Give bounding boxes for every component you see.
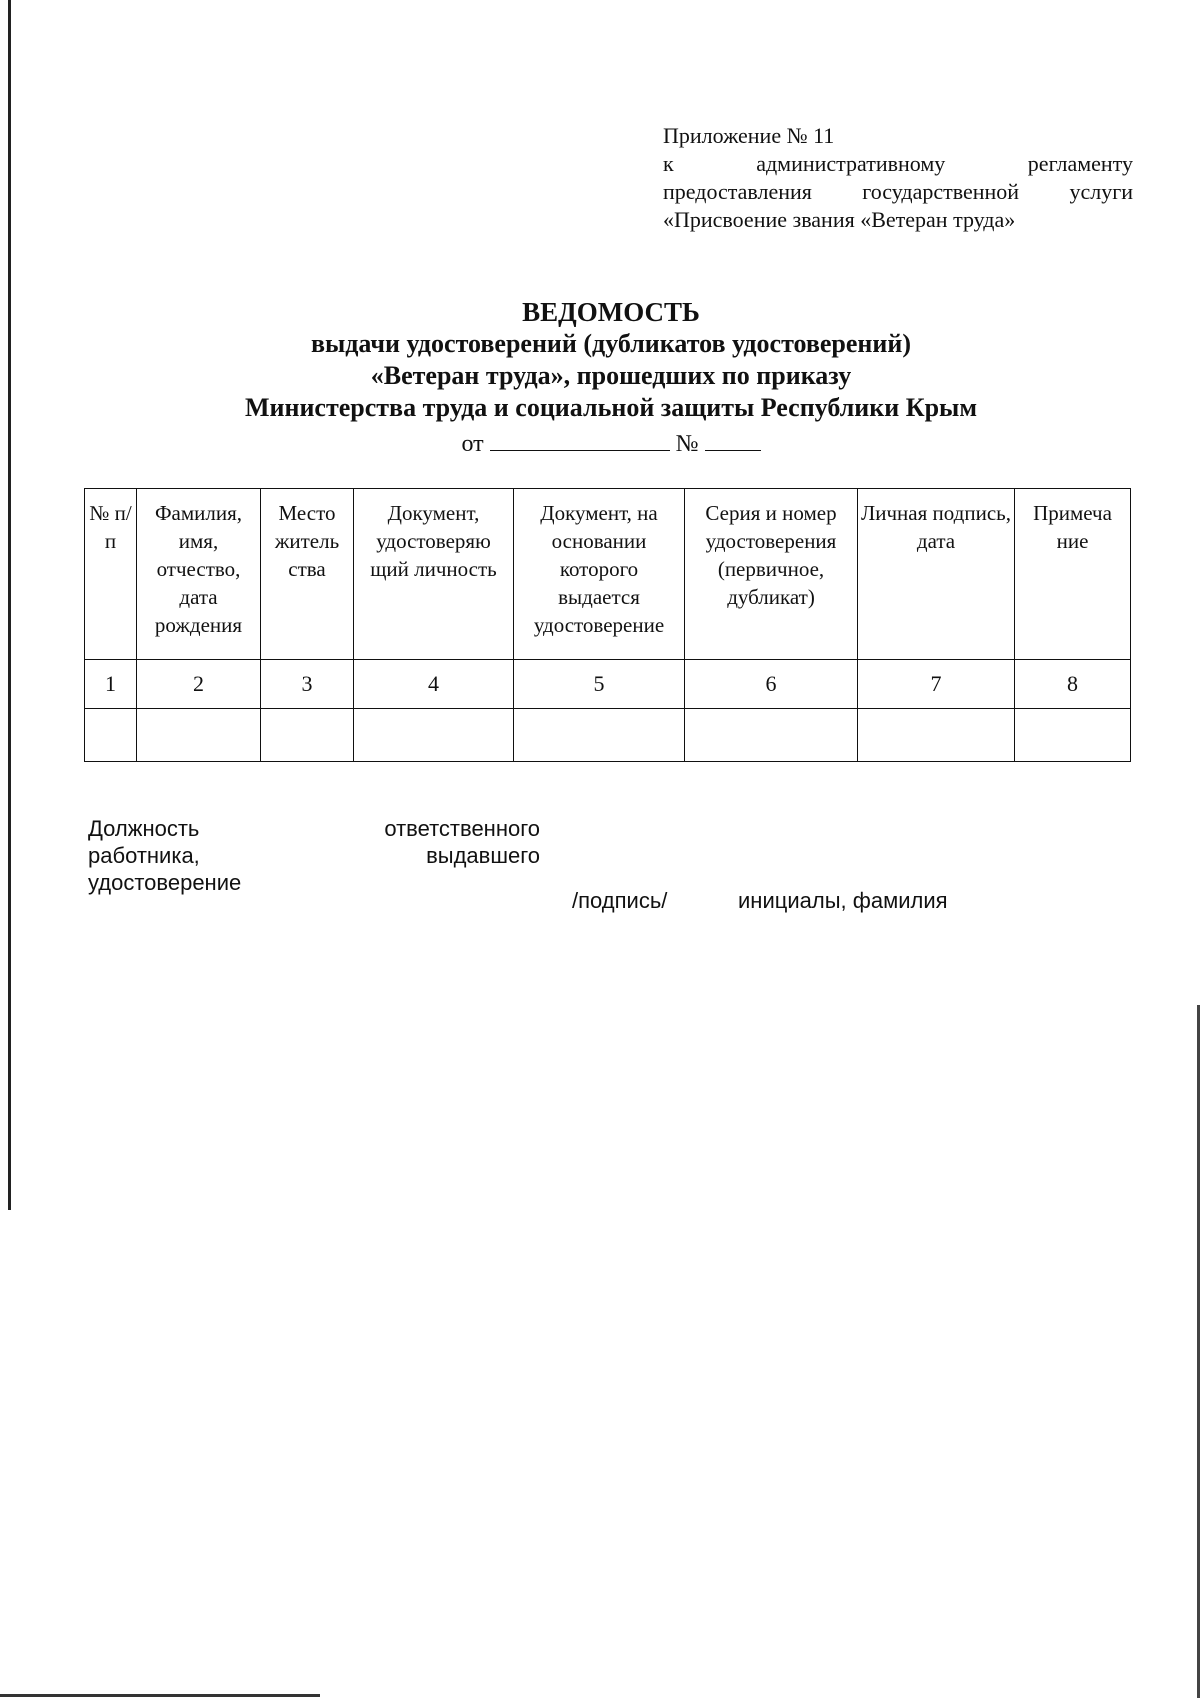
appendix-line-2: к административному регламенту	[663, 151, 1133, 176]
table-header-cell: № п/п	[85, 489, 137, 660]
appendix-line-1: Приложение № 11	[663, 123, 835, 148]
table-number-cell: 1	[85, 660, 137, 709]
scan-edge-bottom	[0, 1694, 320, 1697]
order-from-label: от	[461, 431, 484, 457]
table-header-cell: Личная подпись, дата	[858, 489, 1015, 660]
register-table	[84, 488, 1131, 762]
table-number-cell: 7	[858, 660, 1015, 709]
table-header-cell: Серия и номер удостоверения (первичное, дубликат)	[685, 489, 858, 660]
table-empty-cell	[685, 709, 858, 762]
table-empty-row	[85, 709, 1131, 762]
position-line-1: Должность ответственного	[88, 816, 540, 841]
table-header-cell: Место житель ства	[261, 489, 354, 660]
order-date-blank	[490, 428, 670, 451]
order-number-label: №	[675, 431, 699, 457]
position-line-3: удостоверение	[88, 870, 242, 895]
table-number-cell: 2	[137, 660, 261, 709]
table-empty-cell	[137, 709, 261, 762]
title-line-3: «Ветеран труда», прошедших по приказу	[370, 361, 852, 390]
table-number-row	[85, 660, 1131, 709]
order-number-blank	[705, 428, 761, 451]
table-empty-cell	[354, 709, 514, 762]
signature-block	[88, 815, 988, 915]
table-header-cell: Фамилия, имя, отчество, дата рождения	[137, 489, 261, 660]
appendix-line-3: предоставления государственной услуги	[663, 179, 1133, 204]
table-header-cell: Документ, удостоверяю щий личность	[354, 489, 514, 660]
table-header-cell: Документ, на основании которого выдается удостоверение	[514, 489, 685, 660]
signature-label: /подпись/	[572, 888, 668, 913]
table-empty-cell	[514, 709, 685, 762]
table-header-row	[85, 489, 1131, 660]
table-empty-cell	[1015, 709, 1131, 762]
table-number-cell: 3	[261, 660, 354, 709]
title-line-2: выдачи удостоверений (дубликатов удостоверений)	[310, 329, 912, 358]
position-line-2: работника, выдавшего	[88, 843, 540, 868]
title-line-4: Министерства труда и социальной защиты Республики Крым	[244, 393, 978, 422]
order-line	[0, 428, 1200, 458]
scan-edge-left	[8, 0, 11, 1210]
document-title	[0, 296, 1200, 424]
position-text	[88, 815, 540, 896]
table-number-cell: 4	[354, 660, 514, 709]
initials-surname-label: инициалы, фамилия	[738, 888, 948, 913]
title-main: ВЕДОМОСТЬ	[522, 297, 700, 327]
table-number-cell: 5	[514, 660, 685, 709]
table-empty-cell	[85, 709, 137, 762]
table-empty-cell	[261, 709, 354, 762]
table-empty-cell	[858, 709, 1015, 762]
appendix-line-4: «Присвоение звания «Ветеран труда»	[663, 207, 1016, 232]
table-header-cell: Примеча ние	[1015, 489, 1131, 660]
table-number-cell: 6	[685, 660, 858, 709]
table-number-cell: 8	[1015, 660, 1131, 709]
appendix-note	[663, 122, 1133, 234]
